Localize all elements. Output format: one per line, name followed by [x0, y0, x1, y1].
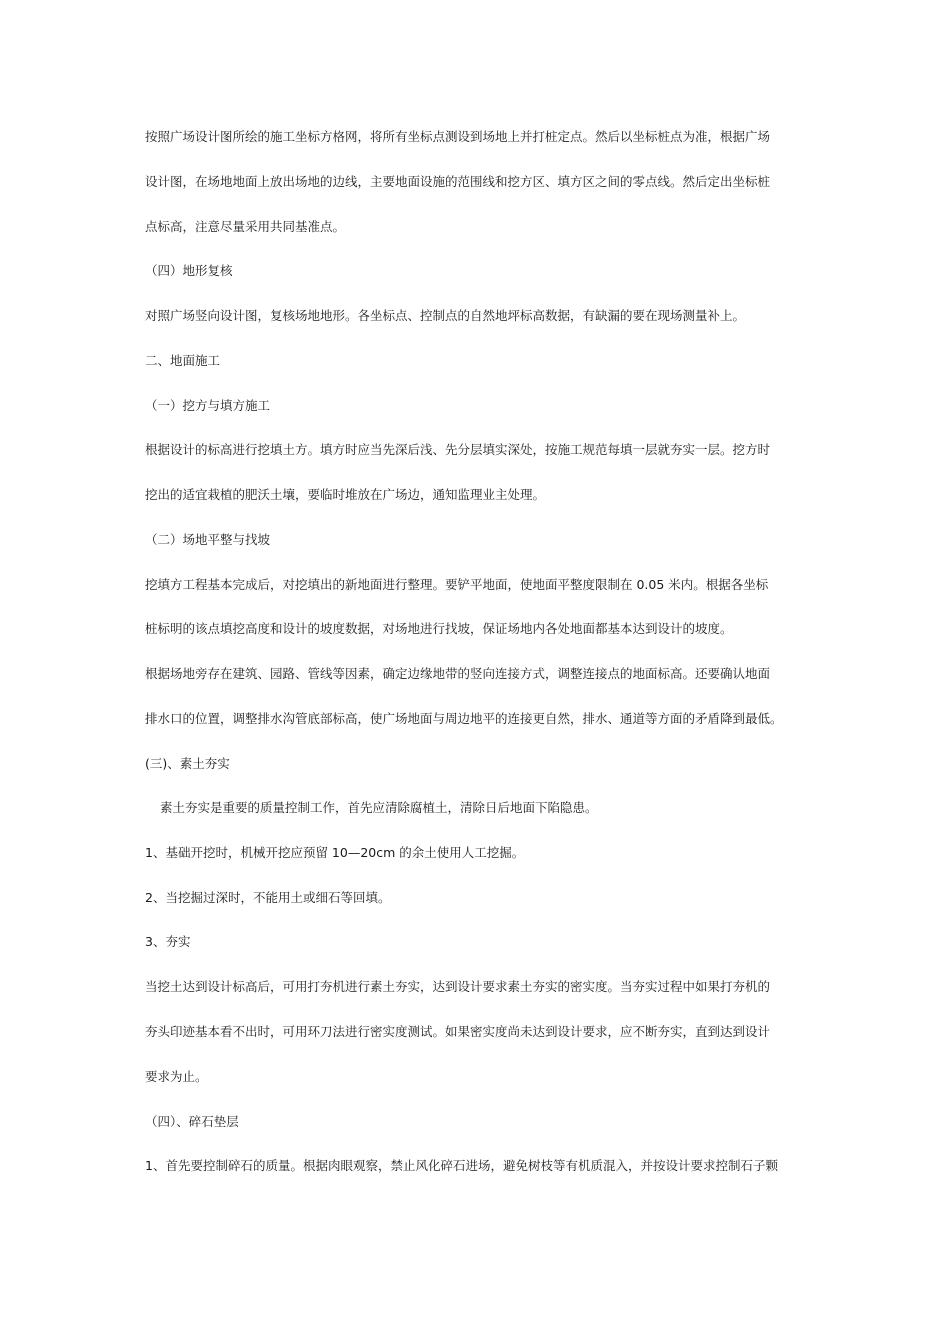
paragraph-line: 根据设计的标高进行挖填土方。填方时应当先深后浅、先分层填实深处，按施工规范每填一层就夯实一层。挖方时 [145, 442, 771, 457]
paragraph-line: 根据场地旁存在建筑、园路、管线等因素，确定边缘地带的竖向连接方式，调整连接点的地面标高。还要确认地面 [145, 666, 771, 681]
paragraph-line: 按照广场设计图所绘的施工坐标方格网，将所有坐标点测设到场地上并打桩定点。然后以坐标桩点为准，根据广场 [145, 129, 771, 144]
section-heading: （二）场地平整与找坡 [145, 532, 271, 547]
section-heading: 二、地面施工 [145, 353, 221, 368]
section-heading: (三)、素土夯实 [145, 756, 230, 771]
paragraph-line: 点标高，注意尽量采用共同基准点。 [145, 219, 346, 234]
paragraph-line: 当挖土达到设计标高后，可用打夯机进行素土夯实，达到设计要求素土夯实的密实度。当夯实过程中如果打夯机的 [145, 979, 771, 994]
list-item: 3、夯实 [145, 934, 191, 949]
paragraph-line: 夯头印迹基本看不出时，可用环刀法进行密实度测试。如果密实度尚未达到设计要求，应不断夯实，直到达到设计 [145, 1024, 771, 1039]
section-heading: （一）挖方与填方施工 [145, 398, 271, 413]
paragraph-line: 桩标明的该点填挖高度和设计的坡度数据，对场地进行找坡，保证场地内各处地面都基本达到设计的坡度。 [145, 621, 733, 636]
section-heading: （四）地形复核 [145, 263, 233, 278]
section-heading: （四）、碎石垫层 [145, 1114, 239, 1129]
paragraph-line: 排水口的位置，调整排水沟管底部标高，使广场地面与周边地平的连接更自然，排水、通道等方面的矛盾降到最低。 [145, 711, 783, 726]
list-item: 1、首先要控制碎石的质量。根据肉眼观察，禁止风化碎石进场，避免树枝等有机质混入，并按设计要求控制石子颗 [145, 1158, 778, 1173]
paragraph-line: 设计图，在场地地面上放出场地的边线，主要地面设施的范围线和挖方区、填方区之间的零点线。然后定出坐标桩 [145, 174, 771, 189]
paragraph-line: 对照广场竖向设计图，复核场地地形。各坐标点、控制点的自然地坪标高数据，有缺漏的要在现场测量补上。 [145, 308, 746, 323]
list-item: 1、基础开挖时，机械开挖应预留 10—20cm 的余土使用人工挖掘。 [145, 845, 525, 860]
paragraph-line: 要求为止。 [145, 1069, 208, 1084]
list-item: 2、当挖掘过深时，不能用土或细石等回填。 [145, 890, 391, 905]
paragraph-line: 挖填方工程基本完成后，对挖填出的新地面进行整理。要铲平地面，使地面平整度限制在 0.05 米内。根据各坐标 [145, 577, 769, 592]
paragraph-line: 素土夯实是重要的质量控制工作，首先应清除腐植土，清除日后地面下陷隐患。 [160, 800, 598, 815]
paragraph-line: 挖出的适宜栽植的肥沃土壤，要临时堆放在广场边，通知监理业主处理。 [145, 487, 546, 502]
